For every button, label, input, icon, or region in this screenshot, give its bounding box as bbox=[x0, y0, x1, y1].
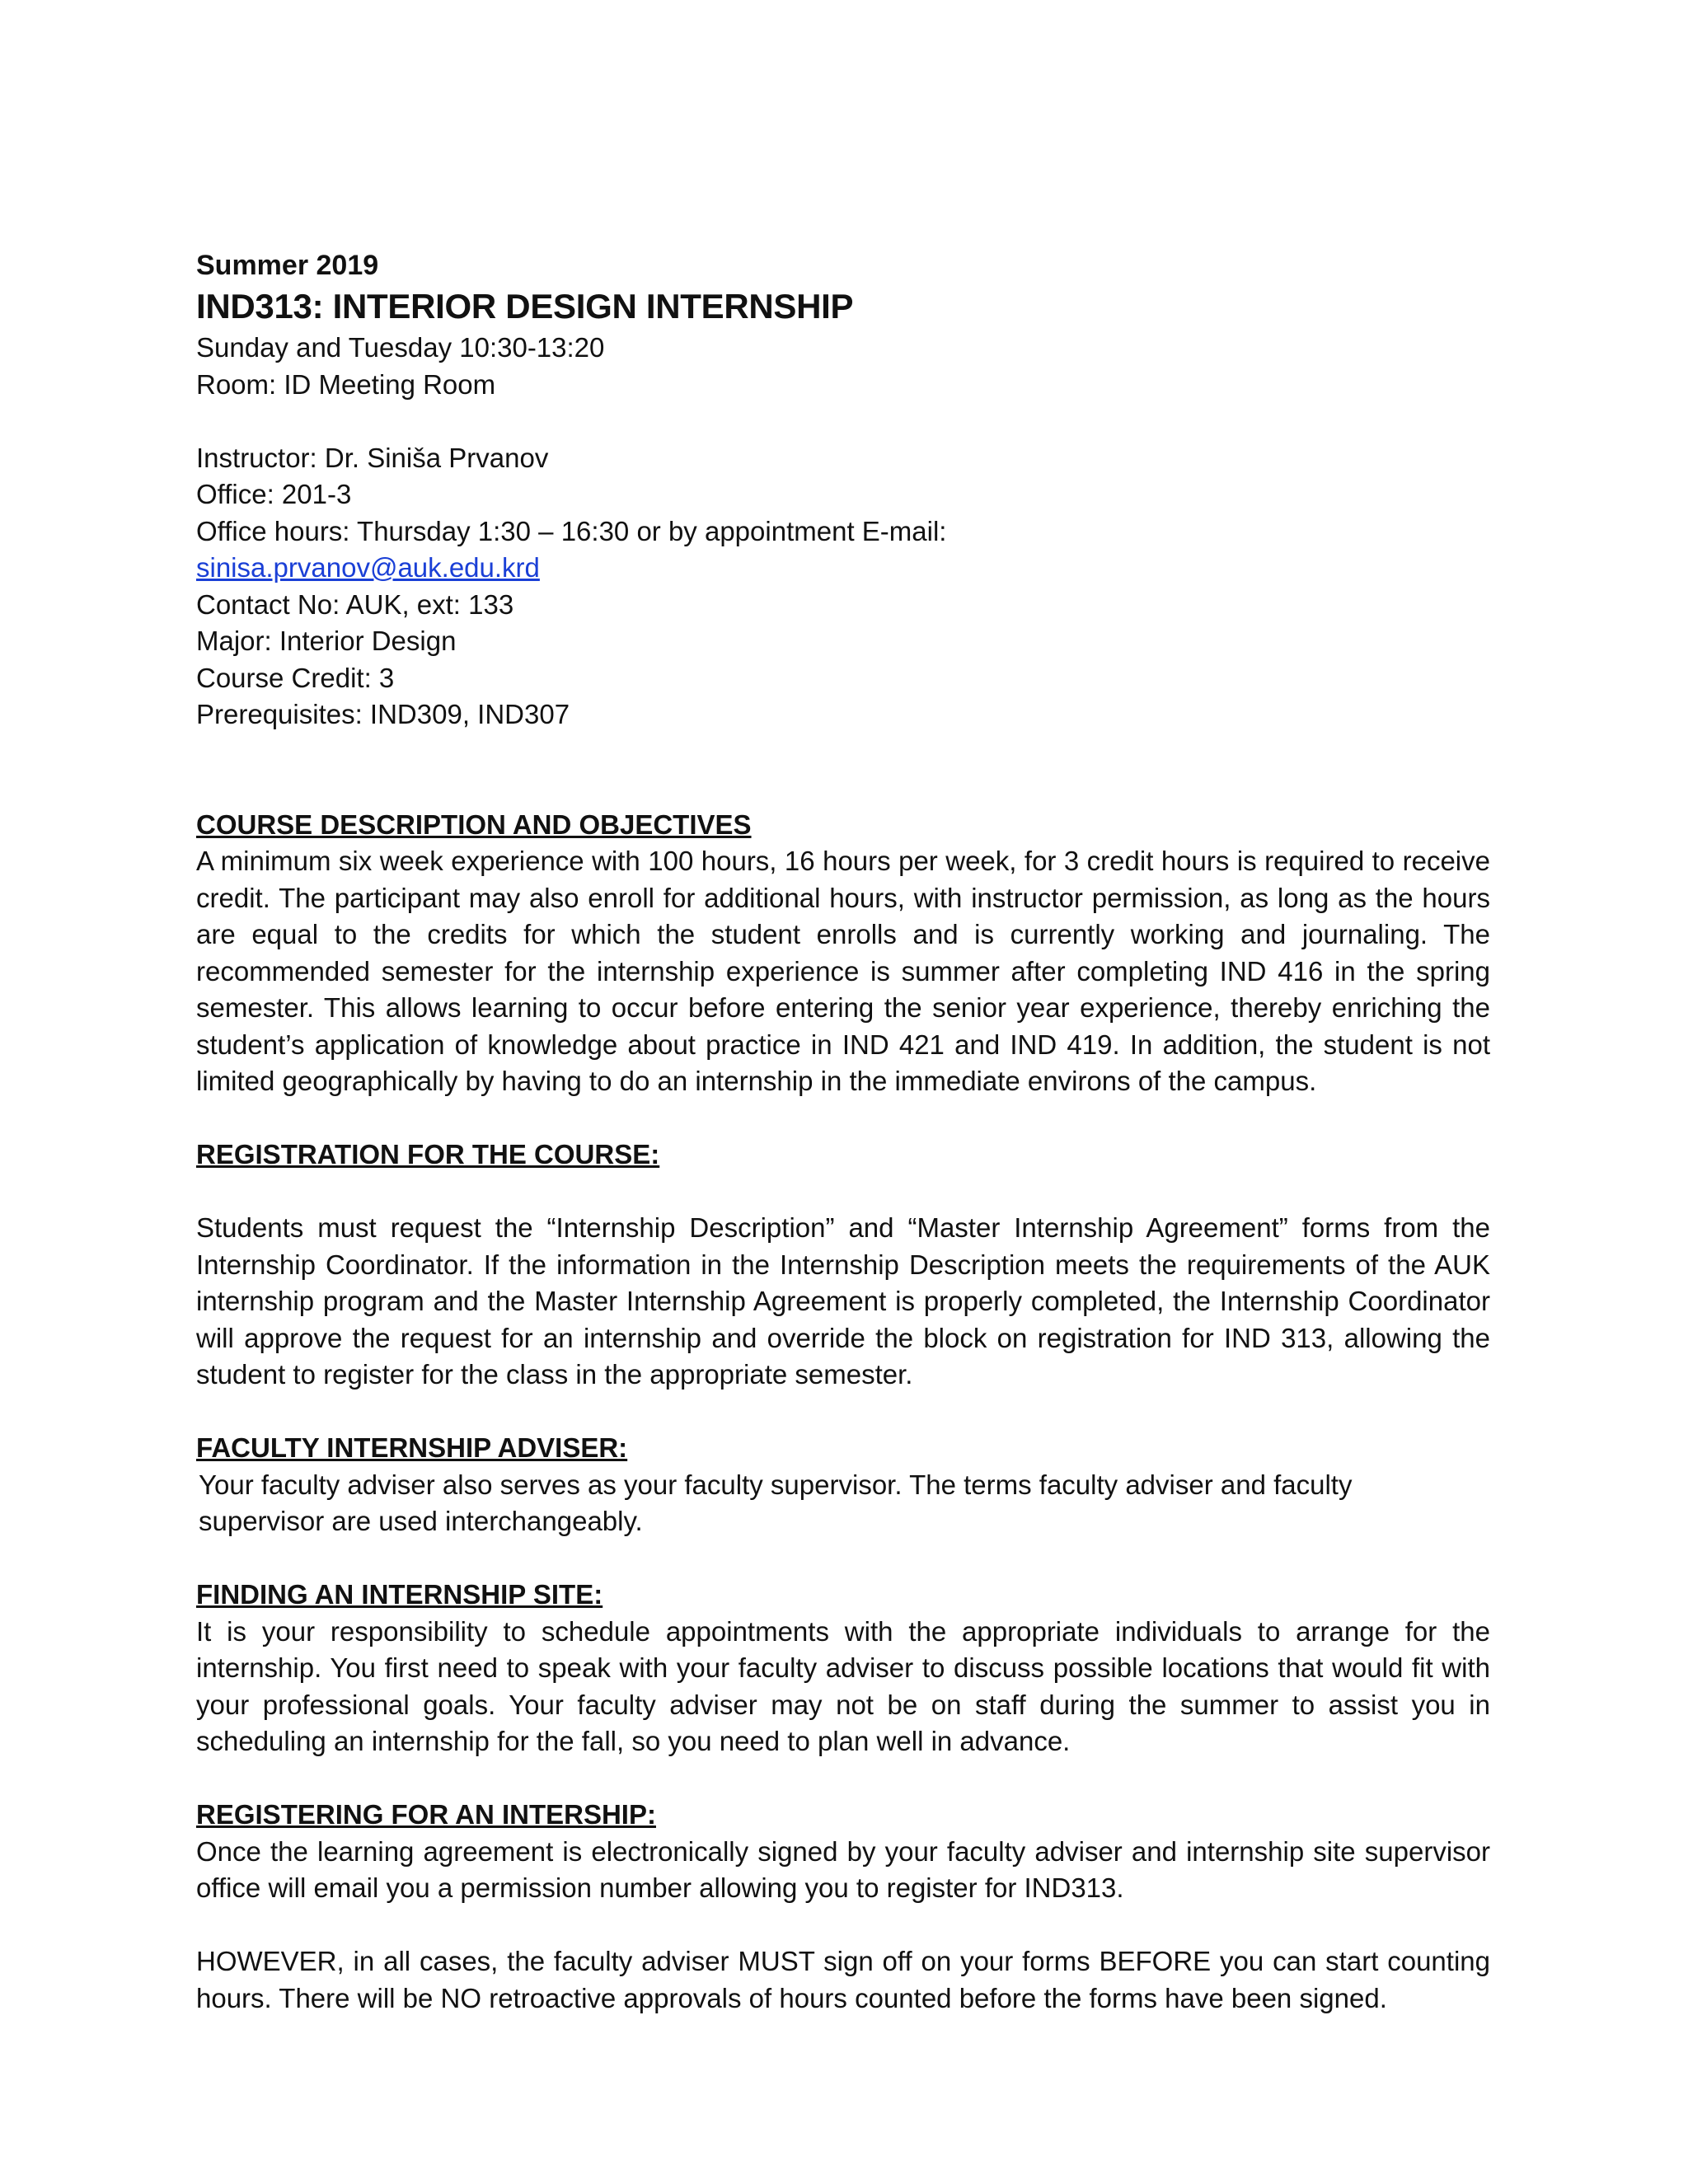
email-link[interactable]: sinisa.prvanov@auk.edu.krd bbox=[196, 552, 540, 583]
faculty-adviser-body: Your faculty adviser also serves as your faculty supervisor. The terms faculty adviser and faculty supervisor are used interchangeably. bbox=[199, 1469, 1353, 1536]
spacer bbox=[196, 1907, 1490, 1944]
course-description-heading: COURSE DESCRIPTION AND OBJECTIVES bbox=[196, 808, 752, 840]
faculty-adviser-heading: FACULTY INTERNSHIP ADVISER: bbox=[196, 1432, 628, 1463]
registration-body: Students must request the “Internship Description” and “Master Internship Agreement” forms from the Internship Coordinator. If the information in the Internship Description meets the requirements of the AUK internship program and the Master Internship Agreement is properly completed, the Internship Coordinator will approve the request for an internship and override the block on registration for IND 313, allowing the student to register for the class in the appropriate semester. bbox=[196, 1212, 1490, 1390]
registering-heading: REGISTERING FOR AN INTERSHIP: bbox=[196, 1799, 656, 1830]
instructor-text: Instructor: Dr. Siniša Prvanov bbox=[196, 442, 549, 473]
prerequisites-text: Prerequisites: IND309, IND307 bbox=[196, 699, 570, 729]
spacer bbox=[196, 1100, 1490, 1137]
room-text: Room: ID Meeting Room bbox=[196, 368, 496, 400]
term-label: Summer 2019 bbox=[196, 250, 379, 281]
spacer bbox=[196, 403, 1490, 440]
course-title: IND313: INTERIOR DESIGN INTERNSHIP bbox=[196, 287, 854, 326]
internship-site-heading: FINDING AN INTERNSHIP SITE: bbox=[196, 1579, 603, 1610]
internship-site-body: It is your responsibility to schedule appointments with the appropriate individuals to arrange for the internship. You first need to speak with your faculty adviser to discuss possible locations that would fit with your professional goals. Your faculty adviser may not be on staff during the summer to assist you in scheduling an internship for the fall, so you need to plan well in advance. bbox=[196, 1615, 1490, 1756]
schedule-text: Sunday and Tuesday 10:30-13:20 bbox=[196, 332, 605, 363]
spacer bbox=[196, 1540, 1490, 1577]
spacer bbox=[196, 1394, 1490, 1431]
registering-note: HOWEVER, in all cases, the faculty adviser MUST sign off on your forms BEFORE you can start counting hours. There will be NO retroactive approvals of hours counted before the forms have been signed. bbox=[196, 1946, 1490, 2013]
office-hours-text: Office hours: Thursday 1:30 – 16:30 or by appointment E-mail: bbox=[196, 515, 947, 546]
course-credit-text: Course Credit: 3 bbox=[196, 662, 395, 693]
spacer bbox=[196, 1760, 1490, 1797]
major-text: Major: Interior Design bbox=[196, 626, 457, 656]
contact-number-text: Contact No: AUK, ext: 133 bbox=[196, 588, 514, 620]
spacer bbox=[196, 1174, 1490, 1211]
registration-heading: REGISTRATION FOR THE COURSE: bbox=[196, 1139, 660, 1169]
spacer bbox=[196, 733, 1490, 771]
registering-body: Once the learning agreement is electronically signed by your faculty adviser and internship site supervisor office will email you a permission number allowing you to register for IND313. bbox=[196, 1835, 1490, 1903]
spacer bbox=[196, 770, 1490, 807]
office-text: Office: 201-3 bbox=[196, 479, 352, 509]
course-description-body: A minimum six week experience with 100 hours, 16 hours per week, for 3 credit hours is required to receive credit. The participant may also enroll for additional hours, with instructor permission, as long as the hours are equal to the credits for which the student enrolls and is currently working and journaling. The recommended semester for the internship experience is summer after completing IND 416 in the spring semester. This allows learning to occur before entering the senior year experience, thereby enriching the student’s application of knowledge about practice in IND 421 and IND 419. In addition, the student is not limited geographically by having to do an internship in the immediate environs of the campus. bbox=[196, 846, 1490, 1096]
syllabus-page bbox=[196, 247, 1490, 2017]
